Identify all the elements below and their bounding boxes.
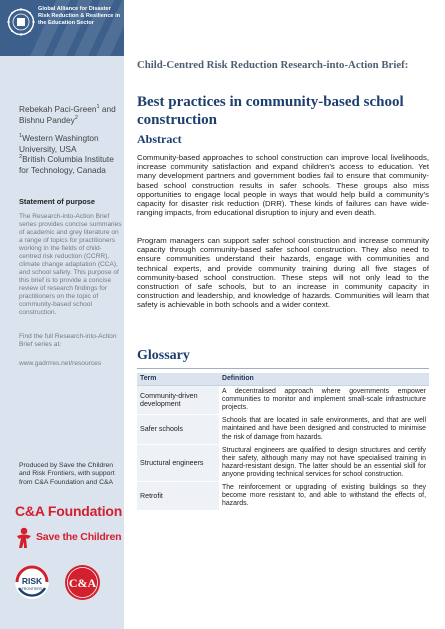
abstract-paragraph: Community-based approaches to school construction can improve local livelihoods, increase community satisfaction and expand children’s access to education. Yet many development partners and government bodies fail to ensure that community-based school construction results in safer schools. These groups also miss opportunities to engage local people in ways that would help build a community’s capacity for disaster risk reduction (DRR). These kinds of failures can have wide-ranging impacts, from educational disruption to injury and even death. (137, 153, 429, 218)
ca-logo (64, 564, 101, 601)
risk-frontiers-subtitle: FRONTIERS (21, 587, 43, 591)
abstract-paragraph: Program managers can support safer school construction and increase community capacity through community-based safer school construction. They also need to ensure communities understand their hazards, engage with communities and technical experts, and provide community training during all five stages of community-based school construction. These steps will not only lead to the construction of safe schools, but to an increase in community capacity in construction and leadership, and knowledge of hazards. Communities will learn that safety is achievable in both schools and a wider context. (137, 236, 429, 310)
find-all-text: Find the full Research-into-Action Brief series at: (19, 333, 117, 348)
glossary-term: Safer schools (137, 415, 219, 444)
author-conjunction: and (99, 104, 116, 114)
column-header-definition: Definition (219, 373, 429, 386)
child-figure-icon (14, 527, 34, 549)
ca-wordmark: C&A (68, 576, 97, 590)
glossary-definition: A decentralised approach where governments empower communities to monitor and implement small-scale infrastructure projects. (219, 386, 429, 415)
glossary-term: Community-driven development (137, 386, 219, 415)
glossary-table (137, 373, 429, 511)
abstract-heading: Abstract (137, 132, 182, 146)
affiliation-item (19, 133, 123, 154)
author-affiliation-marker: 1 (96, 104, 100, 111)
produced-by-text: Produced by Save the Children and Risk Frontiers, with support from C&A Foundation and C&A (19, 462, 115, 486)
series-title: Child-Centred Risk Reduction Research-into-Action Brief: (137, 59, 409, 71)
affiliation-marker: 1 (19, 133, 23, 140)
table-row (137, 386, 429, 415)
glossary-definition: Schools that are located in safe environments, and that are well maintained and have been designed and constructed to minimise the risk of damage from hazards. (219, 415, 429, 444)
page-title: Best practices in community-based school construction (137, 94, 404, 128)
save-the-children-wordmark: Save the Children (36, 531, 122, 543)
alliance-banner (0, 0, 124, 56)
table-header-row (137, 373, 429, 386)
sidebar (0, 0, 124, 629)
glossary-heading: Glossary (137, 348, 190, 363)
author-list (19, 104, 123, 125)
author-name: Rebekah Paci-Green (19, 104, 97, 114)
glossary-definition: The reinforcement or upgrading of existing buildings so they become more resistant to, and able to withstand the effects of, hazards. (219, 482, 429, 511)
column-header-term: Term (137, 373, 219, 386)
divider (137, 368, 429, 369)
affiliation-text: Western Washington University, USA (19, 133, 99, 154)
table-row (137, 482, 429, 511)
alliance-name: Global Alliance for Disaster Risk Reduction & Resilience in the Education Sector (38, 6, 121, 26)
risk-frontiers-logo (14, 564, 50, 600)
globe-icon (6, 7, 36, 37)
save-the-children-logo (14, 527, 124, 549)
affiliation-marker: 2 (19, 154, 23, 161)
website-link[interactable]: www.gadrrres.net/resources (19, 360, 102, 367)
risk-frontiers-wordmark: RISK (21, 576, 43, 586)
author-name: Bishnu Pandey (19, 114, 75, 125)
glossary-term: Retrofit (137, 482, 219, 511)
statement-text: The Research-into-Action Brief series provides concise summaries of academic and grey literature on a range of topics for practitioners working in the fields of child-centred risk reduction (CCRR), climate change adaptation (CCA), and school safety. This purpose of this brief is to provide a concise review of research findings for practitioners on the topic of community-based school construction. (19, 213, 122, 316)
affiliation-item (19, 154, 123, 175)
glossary-definition: Structural engineers are qualified to design structures and certify their safety, although many may not have specialised training in hazard-resistant design. The latter should be an essential skill for anyone providing technical services for school construction. (219, 444, 429, 481)
affiliation-text: British Columbia Institute for Technology, Canada (19, 154, 114, 175)
table-row (137, 415, 429, 444)
affiliations (19, 133, 123, 175)
statement-title: Statement of purpose (19, 197, 95, 206)
table-row (137, 444, 429, 481)
ca-foundation-logo: C&A Foundation (15, 503, 123, 519)
glossary-term: Structural engineers (137, 444, 219, 481)
author-affiliation-marker: 2 (74, 114, 78, 121)
